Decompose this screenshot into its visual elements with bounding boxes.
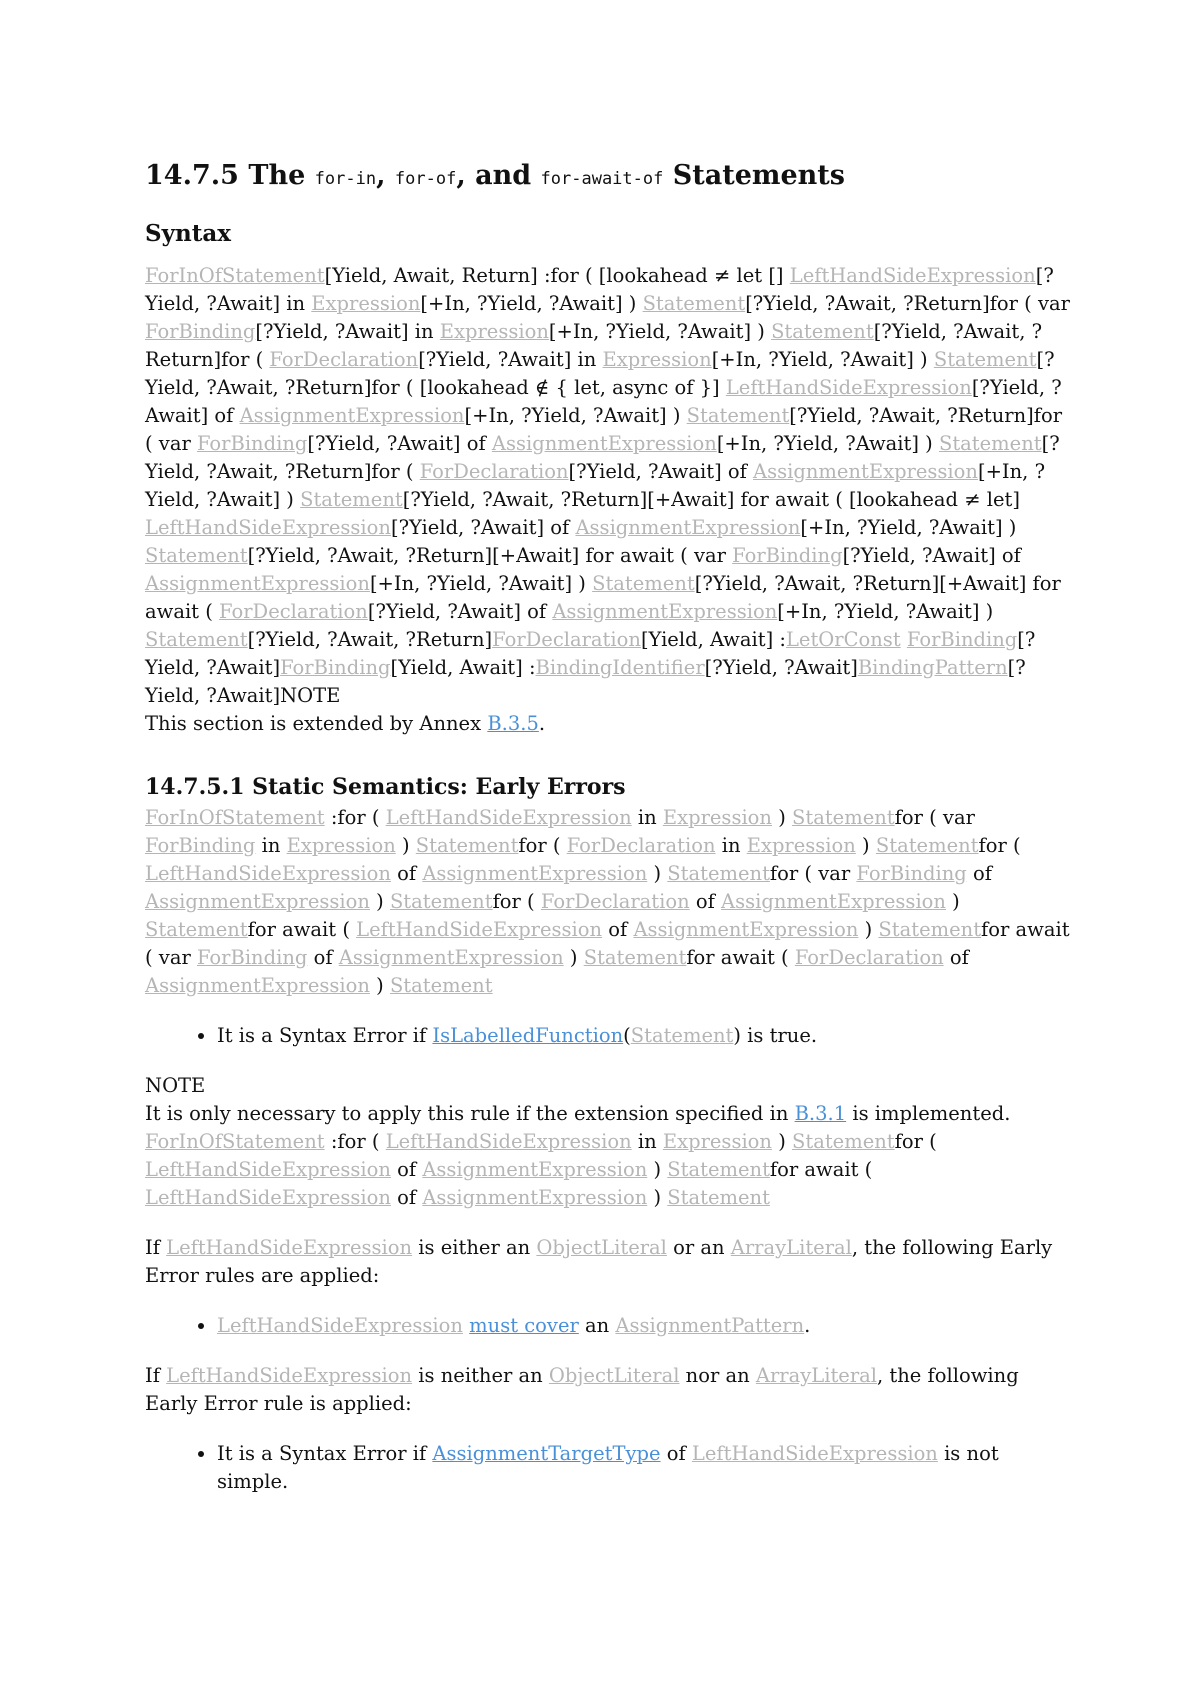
grammar-term-link[interactable]: AssignmentExpression [145, 571, 370, 595]
text-run: ) [563, 946, 584, 970]
annex-note-text: This section is extended by Annex [145, 711, 488, 735]
text-run: ) [772, 806, 793, 830]
text-run: of [602, 918, 634, 942]
text-run: nor an [679, 1364, 756, 1388]
text-run: ) [945, 890, 960, 914]
grammar-term-link[interactable]: Statement [583, 946, 687, 970]
text-run: [?Yield, ?Await, ?Return]for ( [145, 431, 1060, 483]
text-run: ) [647, 862, 668, 886]
grammar-term-link[interactable]: ForInOfStatement [145, 263, 325, 287]
grammar-term-link[interactable]: Expression [439, 319, 549, 343]
text-run: [?Yield, ?Await, ?Return]for ( var [145, 403, 1063, 455]
grammar-term-link[interactable]: Statement [642, 291, 746, 315]
reference-link[interactable]: IsLabelledFunction [432, 1024, 624, 1048]
grammar-term-link[interactable]: Expression [311, 291, 421, 315]
grammar-term-link[interactable]: ObjectLiteral [548, 1364, 680, 1388]
text-run: [+In, ?Yield, ?Await] ) [420, 291, 643, 315]
grammar-term-link[interactable]: Statement [686, 403, 790, 427]
text-run: in [631, 806, 663, 830]
text-run: of [390, 862, 423, 886]
grammar-term-link[interactable]: LeftHandSideExpression [217, 1314, 463, 1338]
grammar-term-link[interactable]: LeftHandSideExpression [145, 1186, 391, 1210]
grammar-term-link[interactable]: ForBinding [732, 543, 843, 567]
grammar-term-link[interactable]: Statement [145, 543, 248, 567]
text-run: [?Yield, ?Await] of [390, 515, 576, 539]
text-run: [?Yield, ?Await, ?Return][+Await] for await ( [lookahead ≠ let] [402, 487, 1020, 511]
grammar-term-link[interactable]: Statement [878, 918, 982, 942]
rule-item [217, 1440, 1075, 1496]
annex-note-suffix: . [538, 711, 546, 735]
text-run: ( [623, 1024, 631, 1048]
heading-separator: , and [456, 160, 532, 191]
grammar-term-link[interactable]: Expression [662, 806, 772, 830]
text-run: [+In, ?Yield, ?Await] ) [716, 431, 939, 455]
early-errors-heading: 14.7.5.1 Static Semantics: Early Errors [145, 773, 626, 800]
grammar-term-link[interactable]: Statement [415, 834, 519, 858]
grammar-term-link[interactable]: LeftHandSideExpression [725, 375, 972, 399]
rule-list-2 [145, 1312, 1075, 1340]
text-run: ) [647, 1186, 668, 1210]
text-run: for await ( [769, 1158, 873, 1182]
grammar-term-link[interactable]: ForDeclaration [540, 890, 690, 914]
grammar-term-link[interactable]: Statement [667, 1186, 770, 1210]
grammar-term-link[interactable]: ForBinding [906, 627, 1018, 651]
text-run: It is a Syntax Error if [217, 1442, 433, 1466]
grammar-term-link[interactable]: Statement [938, 431, 1042, 455]
grammar-term-link[interactable]: LeftHandSideExpression [385, 1130, 632, 1154]
grammar-term-link[interactable]: Expression [746, 834, 856, 858]
reference-link[interactable]: B.3.1 [794, 1102, 847, 1126]
grammar-term-link[interactable]: Statement [875, 834, 979, 858]
grammar-term-link[interactable]: AssignmentExpression [753, 459, 978, 483]
text-run: , the following Early Error rule is applied: [145, 1364, 1019, 1416]
grammar-term-link[interactable]: Statement [792, 1130, 895, 1154]
grammar-term-link[interactable]: LeftHandSideExpression [145, 515, 391, 539]
grammar-term-link[interactable]: Statement [592, 571, 695, 595]
grammar-term-link[interactable]: Statement [145, 918, 248, 942]
condition-paragraph-1 [145, 1234, 1075, 1290]
text-run: for await ( [686, 946, 795, 970]
heading-separator: , [376, 160, 386, 191]
rule-list-1 [145, 1022, 1075, 1050]
text-run: for await ( [247, 918, 357, 942]
grammar-term-link[interactable]: BindingIdentifier [535, 655, 705, 679]
text-run: [?Yield, ?Await] [145, 627, 1036, 679]
grammar-term-link[interactable]: Statement [389, 890, 493, 914]
grammar-term-link[interactable]: Expression [602, 347, 712, 371]
grammar-term-link[interactable]: AssignmentExpression [575, 515, 801, 539]
text-run: [Yield, Await] : [390, 655, 536, 679]
text-run: If [145, 1364, 167, 1388]
text-run: [?Yield, ?Await]NOTE [145, 655, 1026, 707]
condition-paragraph-2 [145, 1362, 1075, 1418]
grammar-term-link[interactable]: AssignmentExpression [338, 946, 564, 970]
document-page [145, 160, 1075, 1518]
grammar-term-link[interactable]: ForBinding [196, 946, 308, 970]
grammar-term-link[interactable]: Statement [630, 1024, 734, 1048]
text-run: is not simple. [217, 1442, 999, 1494]
text-run: [?Yield, ?Await, ?Return][+Await] for await ( [145, 571, 1061, 623]
rule-list-3 [145, 1440, 1075, 1496]
grammar-term-link[interactable]: Statement [792, 806, 895, 830]
grammar-term-link[interactable]: ForDeclaration [219, 599, 368, 623]
text-run: ) [772, 1130, 793, 1154]
grammar-term-link[interactable]: Expression [286, 834, 396, 858]
grammar-term-link[interactable]: ForInOfStatement [145, 806, 325, 830]
grammar-term-link[interactable]: LeftHandSideExpression [691, 1442, 938, 1466]
grammar-term-link[interactable]: ForBinding [145, 834, 256, 858]
text-run: for ( var [769, 862, 857, 886]
text-run: of [943, 946, 969, 970]
grammar-term-link[interactable]: AssignmentExpression [721, 890, 946, 914]
text-run: of [390, 1158, 423, 1182]
grammar-term-link[interactable]: AssignmentExpression [552, 599, 778, 623]
text-run: [?Yield, ?Await] of [367, 599, 553, 623]
section-heading [145, 160, 1075, 192]
text-run: [?Yield, ?Await, ?Return] [247, 627, 493, 651]
grammar-term-link[interactable]: ForInOfStatement [145, 1130, 325, 1154]
annex-note [145, 710, 1075, 738]
rule-item [217, 1312, 1075, 1340]
text-run: ) [395, 834, 416, 858]
text-run: [?Yield, ?Await] of [145, 375, 1062, 427]
text-run: in [255, 834, 287, 858]
text-run: ) [858, 918, 879, 942]
syntax-heading: Syntax [145, 220, 231, 248]
grammar-term-link[interactable]: ForDeclaration [419, 459, 569, 483]
grammar-term-link[interactable]: ForBinding [196, 431, 308, 455]
text-run: of [660, 1442, 692, 1466]
grammar-term-link[interactable]: AssignmentExpression [422, 1158, 648, 1182]
reference-link[interactable]: must cover [469, 1314, 579, 1338]
grammar-term-link[interactable]: Statement [667, 862, 770, 886]
heading-tail: Statements [672, 160, 845, 191]
text-run: :for ( [324, 806, 386, 830]
grammar-term-link[interactable]: Statement [389, 974, 493, 998]
syntax-grammar [145, 262, 1075, 710]
heading-keyword-for-in: for-in [314, 169, 377, 189]
text-run: [?Yield, ?Await, ?Return][+Await] for await ( var [247, 543, 733, 567]
text-run: [?Yield, ?Await] of [568, 459, 754, 483]
text-run: in [631, 1130, 663, 1154]
text-run: [Yield, Await] : [640, 627, 786, 651]
grammar-term-link[interactable]: ForBinding [145, 319, 256, 343]
text-run: for await ( var [145, 918, 1070, 970]
note-label: NOTE [145, 1074, 206, 1098]
rule-item [217, 1022, 1075, 1050]
text-run: of [689, 890, 722, 914]
grammar-term-link[interactable]: ForBinding [856, 862, 967, 886]
text-run: ) is true. [733, 1024, 818, 1048]
grammar-term-link[interactable]: Expression [662, 1130, 772, 1154]
text-run: [?Yield, ?Await] in [145, 263, 1054, 315]
text-run: [?Yield, ?Await] in [255, 319, 440, 343]
text-run: for ( var [894, 806, 975, 830]
grammar-term-link[interactable]: AssignmentExpression [422, 1186, 648, 1210]
text-run: [?Yield, ?Await] in [418, 347, 603, 371]
annex-b35-link[interactable]: B.3.5 [487, 711, 539, 735]
grammar-term-link[interactable]: ObjectLiteral [536, 1236, 667, 1260]
text-run: an [578, 1314, 616, 1338]
text-run: ) [369, 890, 390, 914]
text-run: It is only necessary to apply this rule if the extension specified in [145, 1102, 795, 1126]
grammar-term-link[interactable]: LeftHandSideExpression [145, 862, 391, 886]
heading-keyword-for-of: for-of [394, 169, 457, 189]
text-run: , the following Early Error rules are applied: [145, 1236, 1053, 1288]
grammar-term-link[interactable]: ForDeclaration [269, 347, 419, 371]
text-run: :for ( [324, 1130, 386, 1154]
grammar-term-link[interactable]: AssignmentPattern [615, 1314, 805, 1338]
text-run: It is a Syntax Error if [217, 1024, 433, 1048]
text-run: of [390, 1186, 423, 1210]
heading-keyword-for-await-of: for-await-of [540, 169, 664, 189]
grammar-term-link[interactable]: AssignmentExpression [491, 431, 717, 455]
grammar-term-link[interactable]: Statement [667, 1158, 770, 1182]
text-run: for ( [978, 834, 1021, 858]
text-run: [?Yield, ?Await, ?Return]for ( [lookahead ∉ { let, async of }] [145, 347, 1055, 399]
text-run: ) [369, 974, 390, 998]
grammar-term-link[interactable]: LeftHandSideExpression [356, 918, 603, 942]
note-text [145, 1100, 1075, 1128]
grammar-term-link[interactable]: LetOrConst [785, 627, 901, 651]
early-errors-production-2 [145, 1128, 1075, 1212]
grammar-term-link[interactable]: LeftHandSideExpression [145, 1158, 391, 1182]
grammar-term-link[interactable]: LeftHandSideExpression [166, 1364, 413, 1388]
text-run: If [145, 1236, 167, 1260]
text-run: is neither an [412, 1364, 549, 1388]
grammar-term-link[interactable]: LeftHandSideExpression [385, 806, 632, 830]
grammar-term-link[interactable]: AssignmentExpression [633, 918, 859, 942]
grammar-term-link[interactable]: ArrayLiteral [755, 1364, 878, 1388]
grammar-term-link[interactable]: Statement [771, 319, 874, 343]
text-run: of [966, 862, 992, 886]
grammar-term-link[interactable]: LeftHandSideExpression [789, 263, 1036, 287]
grammar-term-link[interactable]: ForDeclaration [492, 627, 641, 651]
text-run: [+In, ?Yield, ?Await] ) [369, 571, 593, 595]
grammar-term-link[interactable]: Statement [300, 487, 403, 511]
grammar-term-link[interactable]: Statement [145, 627, 248, 651]
text-run: of [307, 946, 339, 970]
grammar-term-link[interactable]: ForDeclaration [566, 834, 716, 858]
text-run: [+In, ?Yield, ?Await] ) [800, 515, 1017, 539]
text-run: [+In, ?Yield, ?Await] ) [711, 347, 934, 371]
text-run: or an [666, 1236, 731, 1260]
grammar-term-link[interactable]: AssignmentExpression [145, 974, 370, 998]
text-run: is either an [412, 1236, 537, 1260]
text-run: [?Yield, ?Await] [704, 655, 858, 679]
grammar-term-link[interactable]: AssignmentExpression [239, 403, 465, 427]
grammar-term-link[interactable]: AssignmentExpression [145, 890, 370, 914]
reference-link[interactable]: AssignmentTargetType [432, 1442, 661, 1466]
text-run: [+In, ?Yield, ?Await] ) [145, 459, 1046, 511]
text-run: for ( [492, 890, 541, 914]
grammar-term-link[interactable]: BindingPattern [857, 655, 1008, 679]
text-run: [+In, ?Yield, ?Await] ) [464, 403, 687, 427]
text-run: [?Yield, ?Await] of [307, 431, 492, 455]
text-run: ) [647, 1158, 668, 1182]
text-run: [?Yield, ?Await] of [842, 543, 1021, 567]
grammar-term-link[interactable]: LeftHandSideExpression [166, 1236, 413, 1260]
text-run: is implemented. [846, 1102, 1011, 1126]
text-run: in [715, 834, 747, 858]
grammar-term-link[interactable]: ForBinding [280, 655, 391, 679]
text-run: [+In, ?Yield, ?Await] ) [548, 319, 772, 343]
heading-number: 14.7.5 The [145, 160, 306, 191]
text-run: for ( [894, 1130, 937, 1154]
grammar-term-link[interactable]: ArrayLiteral [730, 1236, 852, 1260]
text-run: [Yield, Await, Return] :for ( [lookahead ≠ let [] [324, 263, 790, 287]
grammar-term-link[interactable]: AssignmentExpression [422, 862, 648, 886]
text-run: [+In, ?Yield, ?Await] ) [777, 599, 994, 623]
text-run: [?Yield, ?Await, ?Return]for ( [145, 319, 1043, 371]
grammar-term-link[interactable]: Statement [933, 347, 1037, 371]
early-errors-production-1 [145, 804, 1075, 1000]
text-run: . [804, 1314, 811, 1338]
text-run: [?Yield, ?Await, ?Return]for ( var [745, 291, 1070, 315]
text-run: for ( [518, 834, 567, 858]
text-run: ) [855, 834, 876, 858]
grammar-term-link[interactable]: ForDeclaration [794, 946, 944, 970]
